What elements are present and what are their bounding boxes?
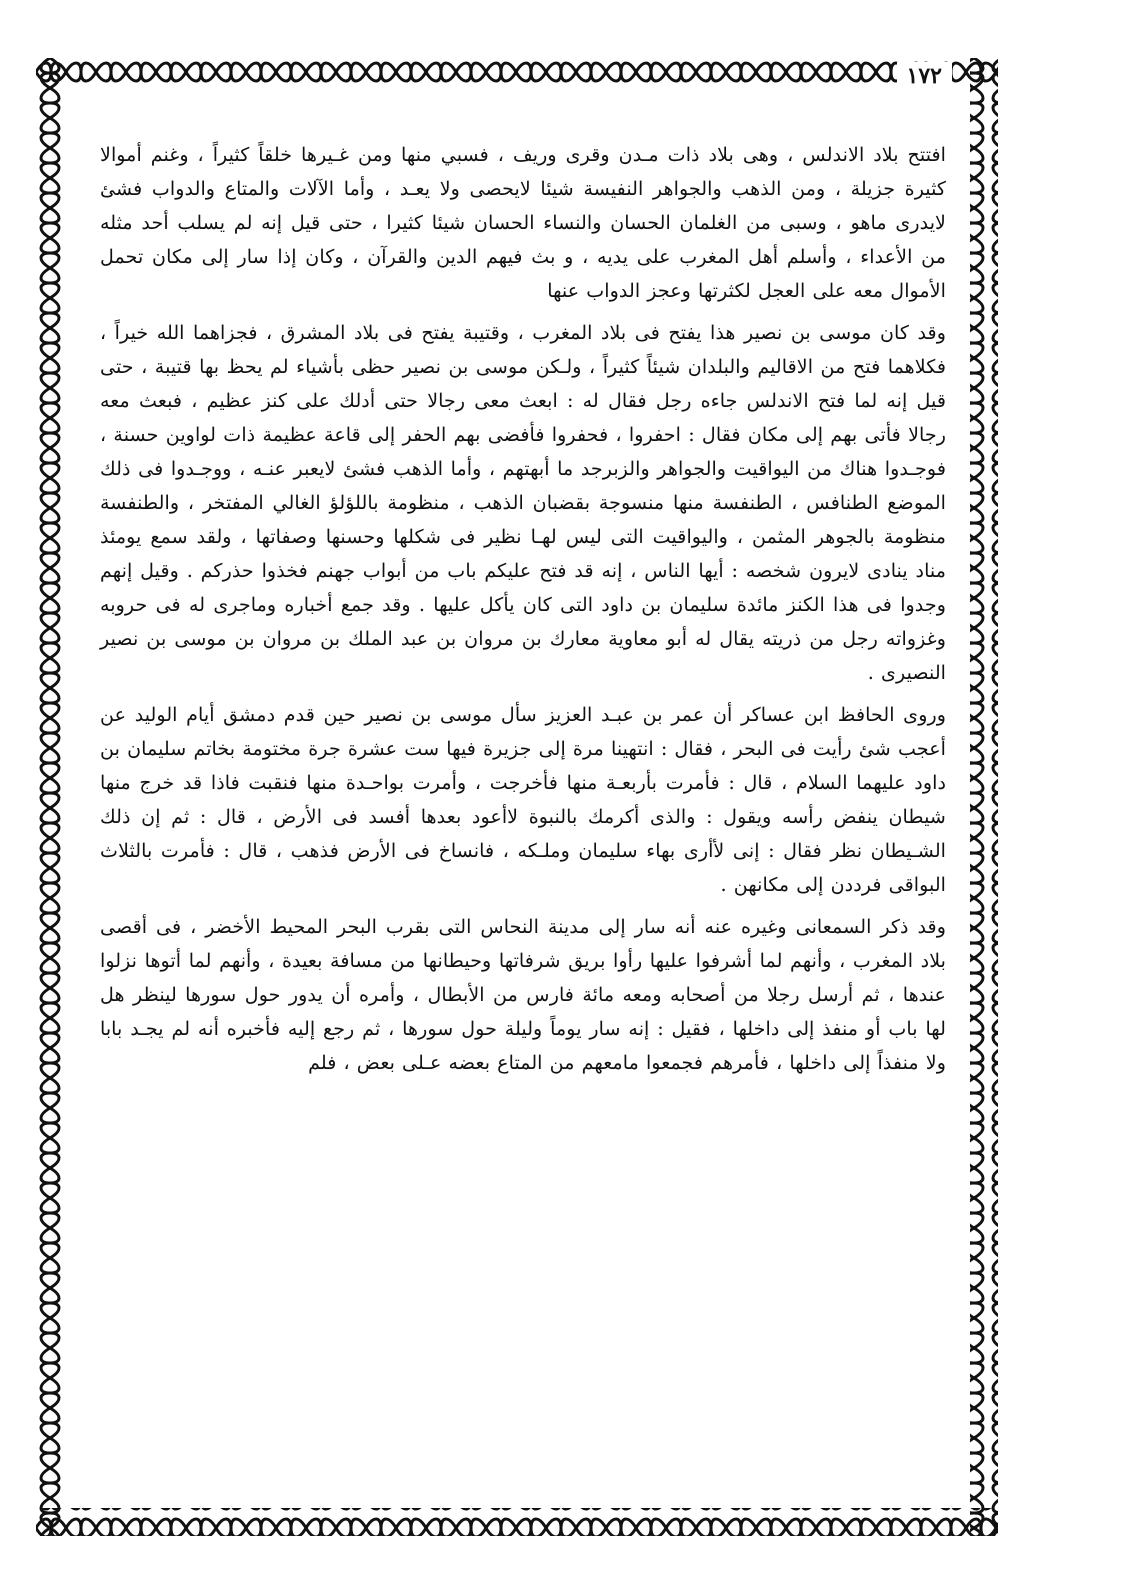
- paragraph-4: وقد ذكر السمعانى وغيره عنه أنه سار إلى مدينة النحاس التى بقرب البحر المحيط الأخضر ، فى أقصى بلاد المغرب ، وأنهم لما أشرفوا عليها رأوا بريق شرفاتها وحيطانها من مسافة بعيدة ، وأنهم لما أتوها نزلوا عندها ، ثم أرسل رجلا من أصحابه ومعه مائة فارس من الأبطال ، وأمره أن يدور حول سورها لينظر هل لها باب أو منفذ إلى داخلها ، فقيل : إنه سار يوماً وليلة حول سورها ، ثم رجع إليه فأخبره أنه لم يجـد بابا ولا منفذاً إلى داخلها ، فأمرهم فجمعوا مامعهم من المتاع بعضه عـلى بعض ، فلم: [100, 915, 946, 1074]
- paragraph-1: افتتح بلاد الاندلس ، وهى بلاد ذات مـدن وقرى وريف ، فسبي منها ومن غـيرها خلقاً كثيراً ، وغنم أموالا كثيرة جزيلة ، ومن الذهب والجواهر النفيسة شيئا لايحصى ولا يعـد ، وأما الآلات والمتاع والدواب فشئ لايدرى ماهو ، وسبى من الغلمان الحسان والنساء الحسان شيئا كثيرا ، حتى قيل إنه لم يسلب أحد مثله من الأعداء ، وأسلم أهل المغرب على يديه ، و بث فيهم الدين والقرآن ، وكان إذا سار إلى مكان تحمل الأموال معه على العجل لكثرتها وعجز الدواب عنها: [100, 143, 946, 302]
- page-body: [100, 138, 946, 1460]
- paragraph-2: وقد كان موسى بن نصير هذا يفتح فى بلاد المغرب ، وقتيبة يفتح فى بلاد المشرق ، فجزاهما الله خيراً ، فكلاهما فتح من الاقاليم والبلدان شيئاً كثيراً ، ولـكن موسى بن نصير حظى بأشياء لم يحظ بها قتيبة ، حتى قيل إنه لما فتح الاندلس جاءه رجل فقال له : ابعث معى رجالا حتى أدلك على كنز عظيم ، فبعث معه رجالا فأتى بهم إلى مكان فقال : احفروا ، فحفروا فأفضى بهم الحفر إلى قاعة عظيمة ذات لواوين حسنة ، فوجـدوا هناك من اليواقيت والجواهر والزبرجد ما أبهتهم ، وأما الذهب فشئ لايعبر عنـه ، ووجـدوا فى ذلك الموضع الطنافس ، الطنفسة منها منسوجة بقضبان الذهب ، منظومة باللؤلؤ الغالي المفتخر ، والطنفسة منظومة بالجوهر المثمن ، واليواقيت التى ليس لهـا نظير فى شكلها وحسنها وصفاتها ، ولقد سمع يومئذ مناد ينادى لايرون شخصه : أيها الناس ، إنه قد فتح عليكم باب من أبواب جهنم فخذوا حذركم . وقيل إنهم وجدوا فى هذا الكنز مائدة سليمان بن داود التى كان يأكل عليها . وقد جمع أخباره وماجرى له فى حروبه وغزواته رجل من ذريته يقال له أبو معاوية معارك بن مروان بن عبد الملك بن مروان بن موسى بن نصير النصيرى .: [100, 321, 946, 684]
- page-number: ١٧٢: [897, 62, 952, 90]
- paragraph-3: وروى الحافظ ابن عساكر أن عمر بن عبـد العزيز سأل موسى بن نصير حين قدم دمشق أيام الوليد عن أعجب شئ رأيت فى البحر ، فقال : انتهينا مرة إلى جزيرة فيها ست عشرة جرة مختومة بخاتم سليمان بن داود عليهما السلام ، قال : فأمرت بأربعـة منها فأخرجت ، وأمرت بواحـدة منها فنقبت فاذا قد خرج منها شيطان ينفض رأسه ويقول : والذى أكرمك بالنبوة لاأعود بعدها أفسد فى الأرض ، قال : ثم إن ذلك الشـيطان نظر فقال : إنى لأأرى بهاء سليمان وملـكه ، فانساخ فى الأرض فذهب ، قال : فأمرت بالثلاث البواقى فرددن إلى مكانهن .: [100, 703, 946, 896]
